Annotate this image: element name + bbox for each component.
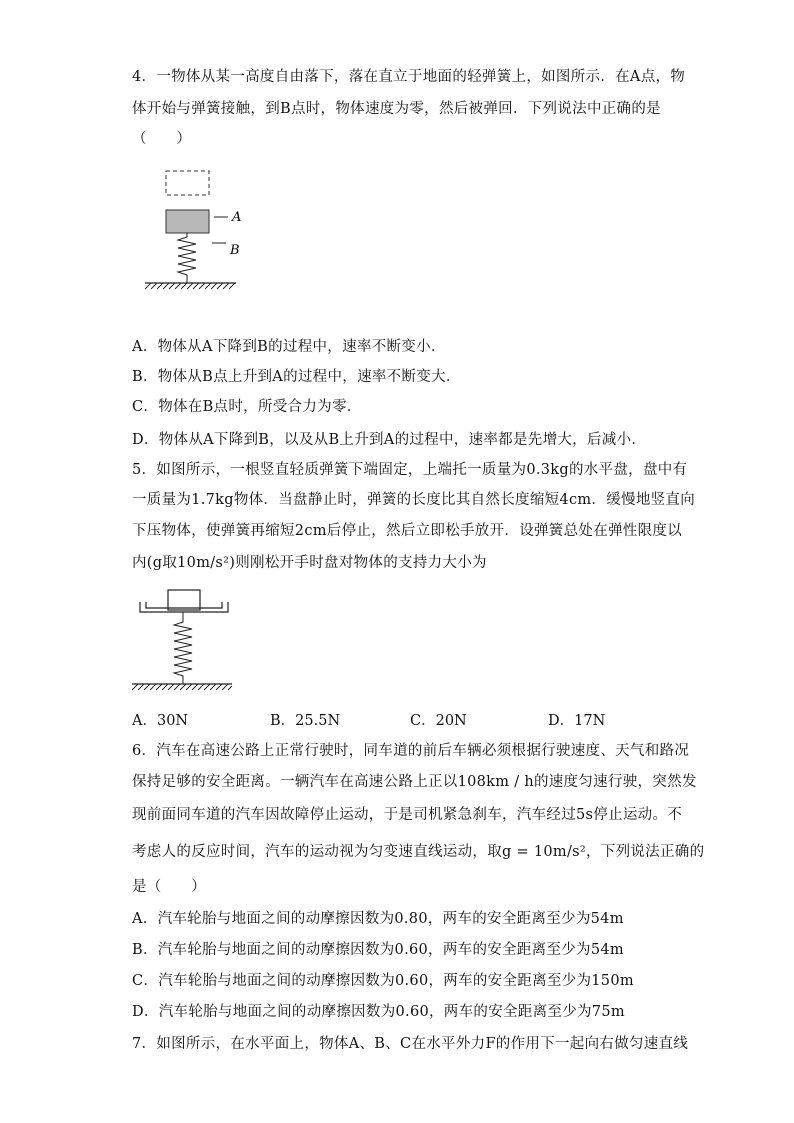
label-b: B <box>230 243 240 258</box>
q4-option-d: D．物体从A下降到B，以及从B上升到A的过程中，速率都是先增大，后减小． <box>132 432 647 448</box>
q6-option-d: D．汽车轮胎与地面之间的动摩擦因数为0.60，两车的安全距离至少为75m <box>132 1004 625 1020</box>
q4-line-1: 4．一物体从某一高度自由落下，落在直立于地面的轻弹簧上，如图所示．在A点，物 <box>132 69 686 85</box>
q5-option-b: B．25.5N <box>270 713 341 729</box>
q6-line-4: 考虑人的反应时间，汽车的运动视为匀变速直线运动，取g = 10m/s²，下列说法正确的 <box>132 844 705 860</box>
q4-option-b: B．物体从B点上升到A的过程中，速率不断变大． <box>132 369 461 385</box>
q6-line-3: 现前面同车道的汽车因故障停止运动，于是司机紧急刹车，汽车经过5s停止运动。不 <box>132 807 683 823</box>
q5-option-c: C．20N <box>410 713 467 729</box>
q6-line-2: 保持足够的安全距离。一辆汽车在高速公路上正以108km / h的速度匀速行驶，突然发 <box>132 774 697 790</box>
q4-line-2: 体开始与弹簧接触，到B点时，物体速度为零，然后被弹回．下列说法中正确的是 <box>132 101 661 117</box>
solid-block <box>166 210 209 233</box>
ground-hatching <box>132 684 232 690</box>
q4-option-c: C．物体在B点时，所受合力为零． <box>132 399 362 415</box>
q5-line-1: 5．如图所示，一根竖直轻质弹簧下端固定，上端托一质量为0.3kg的水平盘，盘中有 <box>132 462 688 478</box>
ground-hatching <box>145 283 235 289</box>
dashed-block-outline <box>166 171 209 195</box>
q6-option-b: B．汽车轮胎与地面之间的动摩擦因数为0.60，两车的安全距离至少为54m <box>132 942 624 958</box>
q5-line-4: 内(g取10m/s²)则刚松开手时盘对物体的支持力大小为 <box>132 555 487 571</box>
q5-option-a: A．30N <box>132 713 189 729</box>
spring-block-figure <box>140 165 260 295</box>
q5-option-d: D．17N <box>548 713 606 729</box>
q5-line-2: 一质量为1.7kg物体．当盘静止时，弹簧的长度比其自然长度缩短4cm．缓慢地竖直向 <box>132 492 696 508</box>
spring <box>178 233 196 283</box>
q7-line-1: 7．如图所示，在水平面上，物体A、B、C在水平外力F的作用下一起向右做匀速直线 <box>132 1036 689 1052</box>
q4-line-3: （ ） <box>132 131 192 147</box>
q6-option-c: C．汽车轮胎与地面之间的动摩擦因数为0.60，两车的安全距离至少为150m <box>132 973 634 989</box>
plate-inner <box>146 602 222 608</box>
object-block <box>168 590 200 610</box>
q6-option-a: A．汽车轮胎与地面之间的动摩擦因数为0.80，两车的安全距离至少为54m <box>132 911 624 927</box>
q6-line-5: 是（ ） <box>132 879 206 895</box>
q6-line-1: 6．汽车在高速公路上正常行驶时，同车道的前后车辆必须根据行驶速度、天气和路况 <box>132 743 690 759</box>
label-a: A <box>232 210 242 225</box>
spring-plate-figure <box>130 588 240 698</box>
q5-line-3: 下压物体，使弹簧再缩短2cm后停止，然后立即松手放开．设弹簧总处在弹性限度以 <box>132 523 682 539</box>
q4-option-a: A．物体从A下降到B的过程中，速率不断变小． <box>132 339 446 355</box>
spring <box>174 612 192 684</box>
